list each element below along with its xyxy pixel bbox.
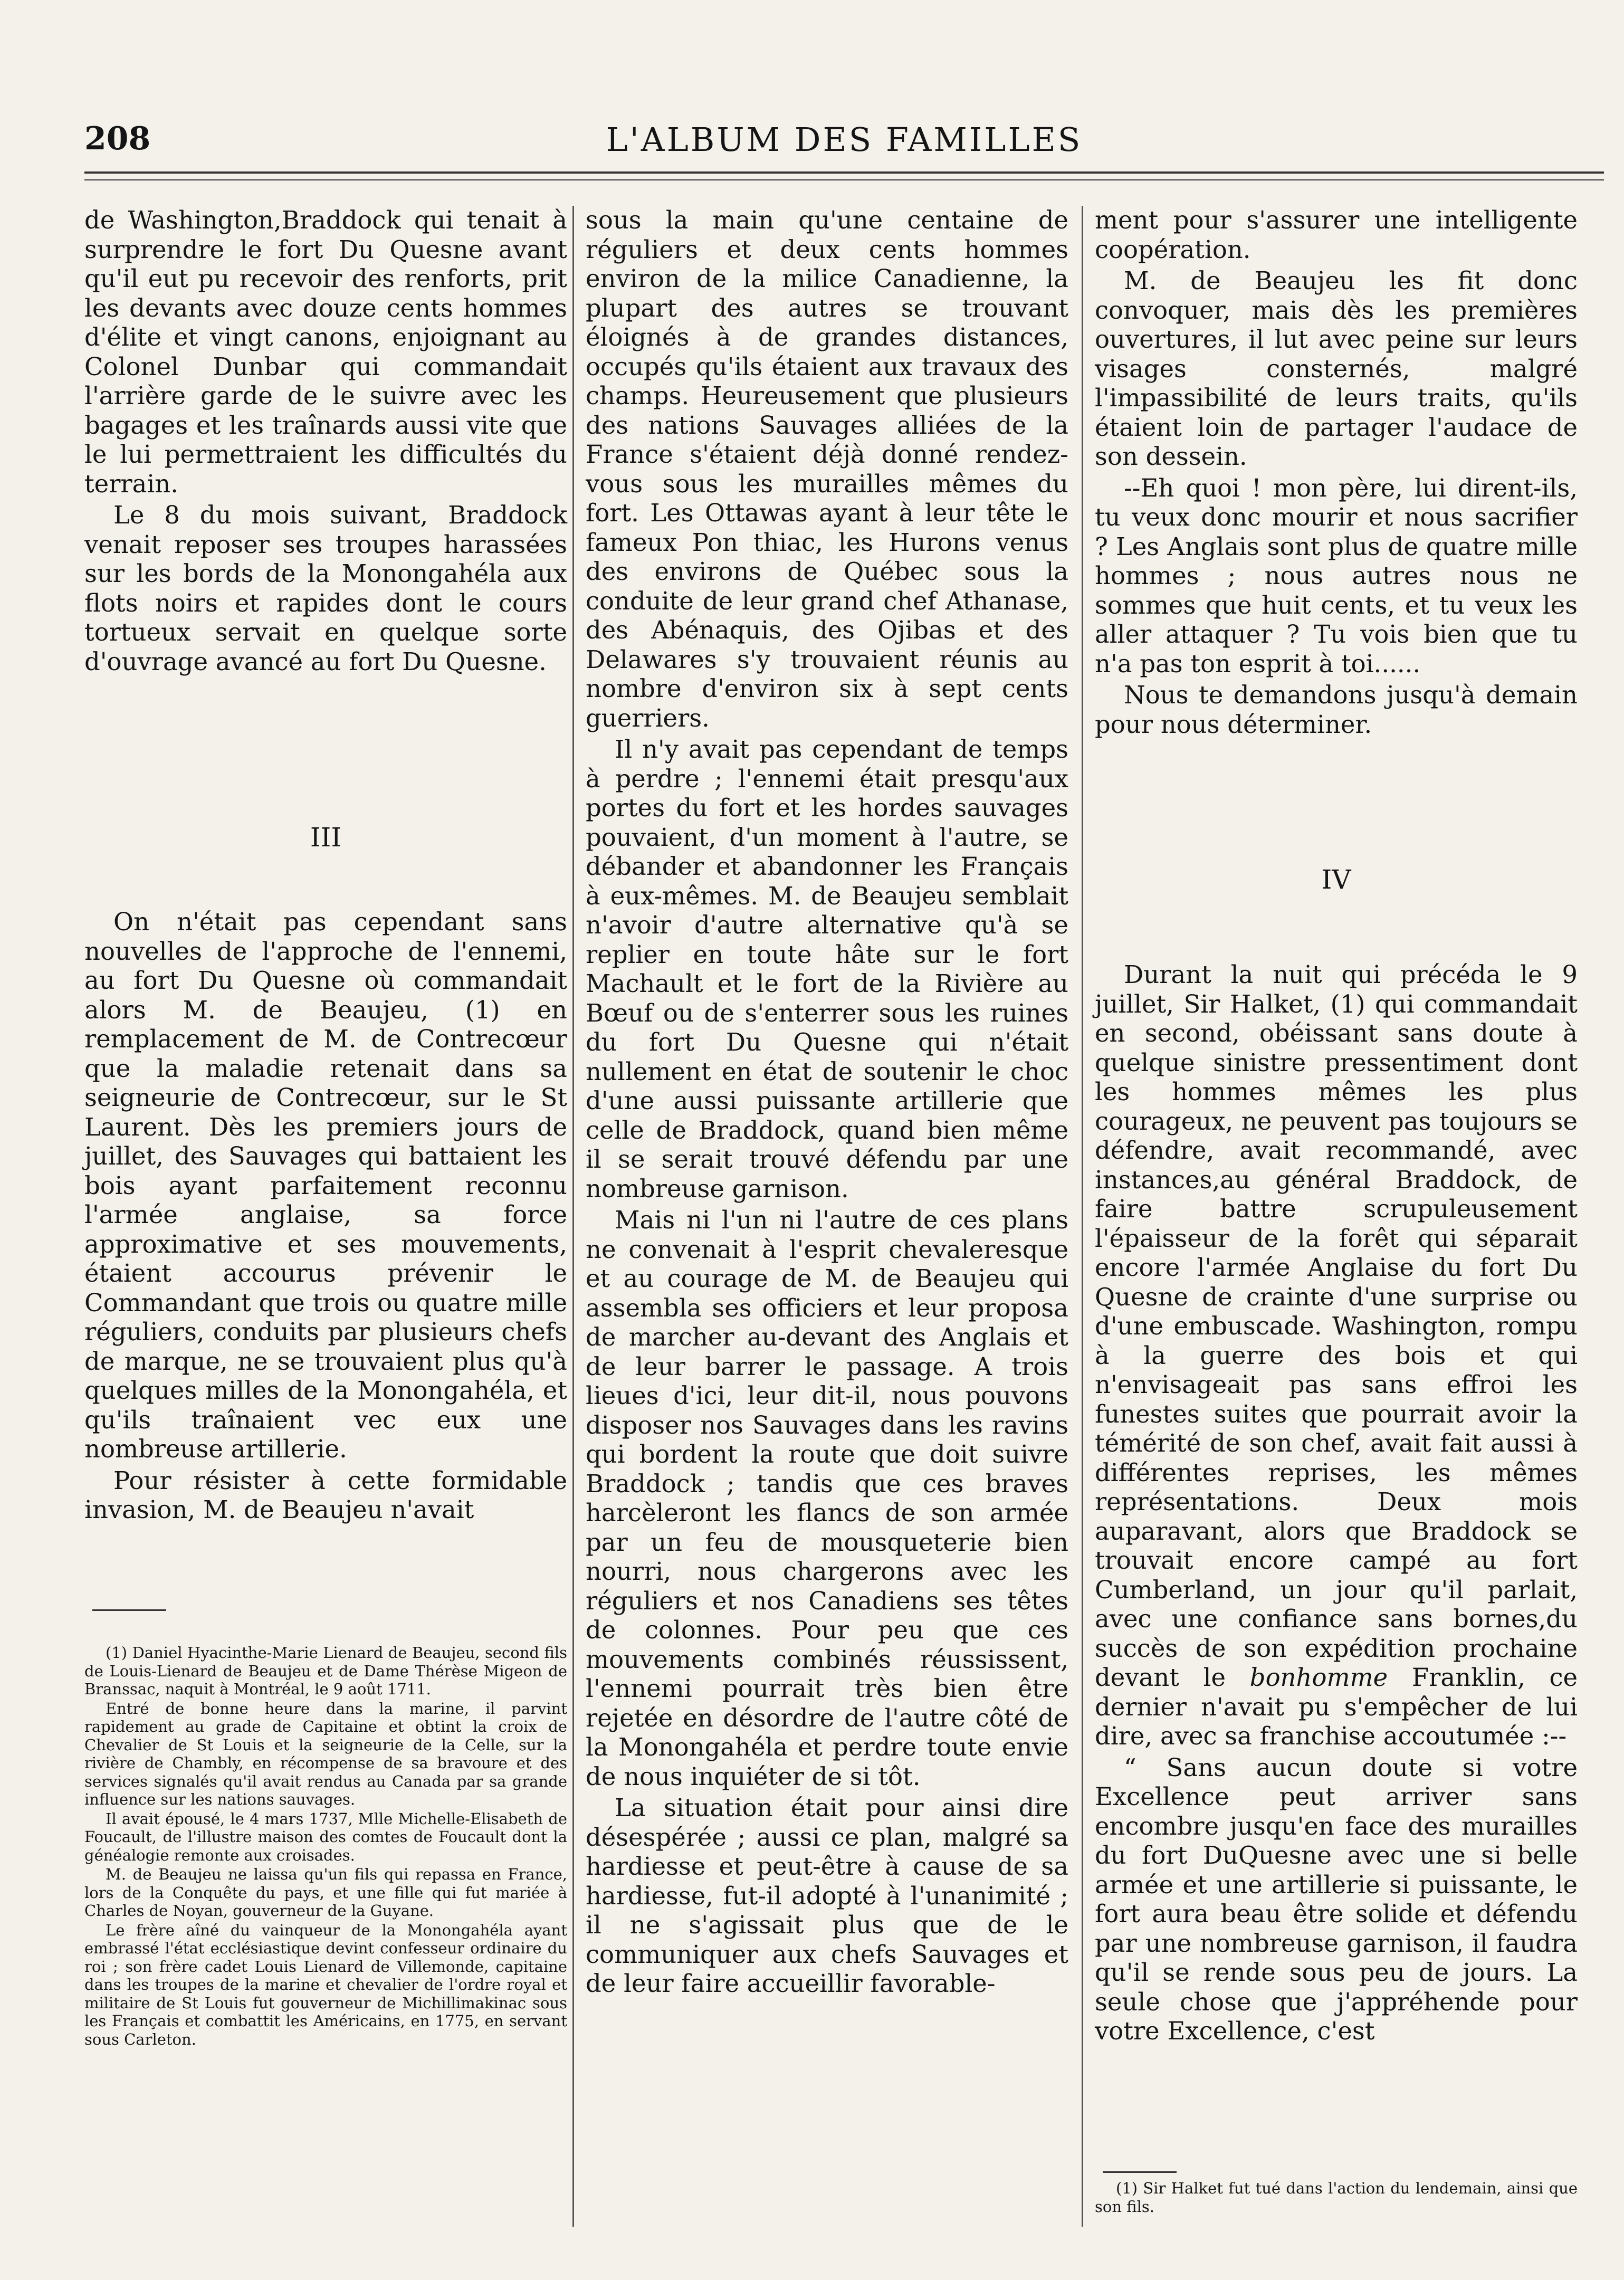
italic-word: bonhomme	[1249, 1663, 1388, 1692]
paragraph: --Eh quoi ! mon père, lui dirent-ils, tu veux donc mourir et nous sacrifier ? Les Anglais sont plus de quatre mille hommes ; nous autres nous ne sommes que huit cents, et tu veux les aller attaquer ? Tu vois bien que tu n'a pas ton esprit à toi......	[1095, 473, 1578, 678]
column-1	[84, 206, 567, 679]
paragraph: Nous te demandons jusqu'à demain pour nous déterminer.	[1095, 681, 1578, 739]
paragraph: M. de Beaujeu les fit donc convoquer, mais dès les premières ouvertures, il lut avec peine sur leurs visages consternés, malgré l'impassibilité de leurs traits, qu'ils étaient loin de partager l'audace de son dessein.	[1095, 266, 1578, 471]
paragraph: “ Sans aucun doute si votre Excellence peut arriver sans encombre jusqu'en face des murailles du fort DuQuesne avec une si belle armée et une artillerie si puissante, le fort aura beau être solide et défendu par une nombreuse garnison, il faudra qu'il se rende sous peu de jours. La seule chose que j'appréhende pour votre Excellence, c'est	[1095, 1753, 1578, 2045]
paragraph: Le 8 du mois suivant, Braddock venait reposer ses troupes harassées sur les bords de la Monongahéla aux flots noirs et rapides dont le cours tortueux servait en quelque sorte d'ouvrage avancé au fort Du Quesne.	[84, 501, 567, 676]
paragraph: Mais ni l'un ni l'autre de ces plans ne convenait à l'esprit chevaleresque et au courage de M. de Beaujeu qui assembla ses officiers et leur proposa de marcher au-devant des Anglais et de leur barrer le passage. A trois lieues d'ici, leur dit-il, nous pouvons disposer nos Sauvages dans les ravins qui bordent la route que doit suivre Braddock ; tandis que ces braves harcèleront les flancs de son armée par un feu de mousqueterie bien nourri, nous chargerons avec les réguliers et nos Canadiens ses têtes de colonnes. Pour peu que ces mouvements combinés réussissent, l'ennemi pourrait très bien être rejetée en désordre de l'autre côté de la Monongahéla et perdre toute envie de nous inquiéter de si tôt.	[586, 1206, 1068, 1791]
header-rule	[84, 171, 1604, 174]
column-2	[586, 206, 1068, 2001]
paragraph: ment pour s'assurer une intelligente coopération.	[1095, 206, 1578, 264]
paragraph	[1095, 960, 1578, 1751]
footnote-rule	[1103, 2171, 1177, 2173]
column-1-continued	[84, 908, 567, 1527]
footnote: M. de Beaujeu ne laissa qu'un fils qui repassa en France, lors de la Conquête du pays, et une fille qui fut mariée à Charles de Noyan, gouverneur de la Guyane.	[84, 1865, 567, 1920]
paragraph: La situation était pour ainsi dire désespérée ; aussi ce plan, malgré sa hardiesse et peut-être à cause de sa hardiesse, fut-il adopté à l'unanimité ; il ne s'agissait plus que de le communiquer aux chefs Sauvages et de leur faire accueillir favorable-	[586, 1794, 1068, 1998]
section-heading-wrapper	[84, 823, 567, 865]
section-title: IV	[1321, 864, 1351, 895]
footnote-rule	[92, 1609, 166, 1611]
section-heading-wrapper	[1095, 865, 1578, 908]
footnotes-column-1	[84, 1644, 567, 2049]
footnote: (1) Sir Halket fut tué dans l'action du lendemain, ainsi que son fils.	[1095, 2179, 1578, 2216]
page-header	[84, 120, 1604, 163]
footnote: (1) Daniel Hyacinthe-Marie Lienard de Beaujeu, second fils de Louis-Lienard de Beaujeu et de Dame Thérèse Migeon de Branssac, naquit à Montréal, le 9 août 1711.	[84, 1644, 567, 1698]
column-divider-1	[572, 206, 574, 2227]
paragraph: de Washington,Braddock qui tenait à surprendre le fort Du Quesne avant qu'il eut pu recevoir des renforts, prit les devants avec douze cents hommes d'élite et vingt canons, enjoignant au Colonel Dunbar qui commandait l'arrière garde de le suivre avec les bagages et les traînards aussi vite que le lui permettraient les difficultés du terrain.	[84, 206, 567, 498]
paragraph: On n'était pas cependant sans nouvelles de l'approche de l'ennemi, au fort Du Quesne où commandait alors M. de Beaujeu, (1) en remplacement de M. de Contrecœur que la maladie retenait dans sa seigneurie de Contrecœur, sur le St Laurent. Dès les premiers jours de juillet, des Sauvages qui battaient les bois ayant parfaitement reconnu l'armée anglaise, sa force approximative et ses mouvements, étaient accourus prévenir le Commandant que trois ou quatre mille réguliers, conduits par plusieurs chefs de marque, ne se trouvaient plus qu'à quelques milles de la Monongahéla, et qu'ils traînaient vec eux une nombreuse artillerie.	[84, 908, 567, 1463]
footnotes-column-3	[1095, 2179, 1578, 2217]
column-3-continued	[1095, 960, 1578, 2048]
column-3	[1095, 206, 1578, 741]
section-title: III	[310, 822, 342, 853]
paragraph: sous la main qu'une centaine de réguliers et deux cents hommes environ de la milice Canadienne, la plupart des autres se trouvant éloignés à de grandes distances, occupés qu'ils étaient aux travaux des champs. Heureusement que plusieurs des nations Sauvages alliées de la France s'étaient déjà donné rendez-vous sous les murailles mêmes du fort. Les Ottawas ayant à leur tête le fameux Pon thiac, les Hurons venus des environs de Québec sous la conduite de leur grand chef Athanase, des Abénaquis, des Ojibas et des Delawares s'y trouvaient réunis au nombre d'environ six à sept cents guerriers.	[586, 206, 1068, 732]
paragraph: Il n'y avait pas cependant de temps à perdre ; l'ennemi était presqu'aux portes du fort et les hordes sauvages pouvaient, d'un moment à l'autre, se débander et abandonner les Français à eux-mêmes. M. de Beaujeu semblait n'avoir d'autre alternative qu'à se replier en toute hâte sur le fort Machault et le fort de la Rivière au Bœuf ou de s'enterrer sous les ruines du fort Du Quesne qui n'était nullement en état de soutenir le choc d'une aussi puissante artillerie que celle de Braddock, quand bien même il se serait trouvé défendu par une nombreuse garnison.	[586, 735, 1068, 1203]
paragraph: Pour résister à cette formidable invasion, M. de Beaujeu n'avait	[84, 1466, 567, 1524]
paragraph-text: Durant la nuit qui précéda le 9 juillet, Sir Halket, (1) qui commandait en second, obéissant sans doute à quelque sinistre pressentiment dont les hommes mêmes les plus courageux, ne peuvent pas toujours se défendre, avait recommandé, avec instances,au général Braddock, de faire battre scrupuleusement l'épaisseur de la forêt qui séparait encore l'armée Anglaise du fort Du Quesne de crainte d'une surprise ou d'une embuscade. Washington, rompu à la guerre des bois et qui n'envisageait pas sans effroi les funestes suites que pourrait avoir la témérité de son chef, avait fait aussi à différentes reprises, les mêmes représentations. Deux mois auparavant, alors que Braddock se trouvait encore campé au fort Cumberland, un jour qu'il parlait, avec une confiance sans bornes,du succès de son expédition prochaine devant le	[1095, 960, 1578, 1692]
running-title: L'ALBUM DES FAMILLES	[606, 120, 1083, 159]
page-number: 208	[84, 120, 151, 157]
column-divider-2	[1082, 206, 1083, 2227]
footnote: Il avait épousé, le 4 mars 1737, Mlle Michelle-Elisabeth de Foucault, de l'illustre maison des comtes de Foucault dont la généalogie remonte aux croisades.	[84, 1809, 567, 1864]
header-rule-thin	[84, 179, 1604, 180]
footnote: Le frère aîné du vainqueur de la Monongahéla ayant embrassé l'état ecclésiastique devint confesseur ordinaire du roi ; son frère cadet Louis Lienard de Villemonde, capitaine dans les troupes de la marine et chevalier de l'ordre royal et militaire de St Louis fut gouverneur de Michillimakinac sous les Français et combattit les Américains, en 1775, en servant sous Carleton.	[84, 1921, 567, 2048]
footnote: Entré de bonne heure dans la marine, il parvint rapidement au grade de Capitaine et obtint la croix de Chevalier de St Louis et la seigneurie de la Celle, sur la rivière de Chambly, en récompense de sa bravoure et des services signalés qu'il avait rendus au Canada par sa grande influence sur les nations sauvages.	[84, 1699, 567, 1808]
paragraph-text: Franklin, ce dernier n'avait pu s'empêcher de lui dire, avec sa franchise accoutumée :--	[1095, 1663, 1578, 1750]
